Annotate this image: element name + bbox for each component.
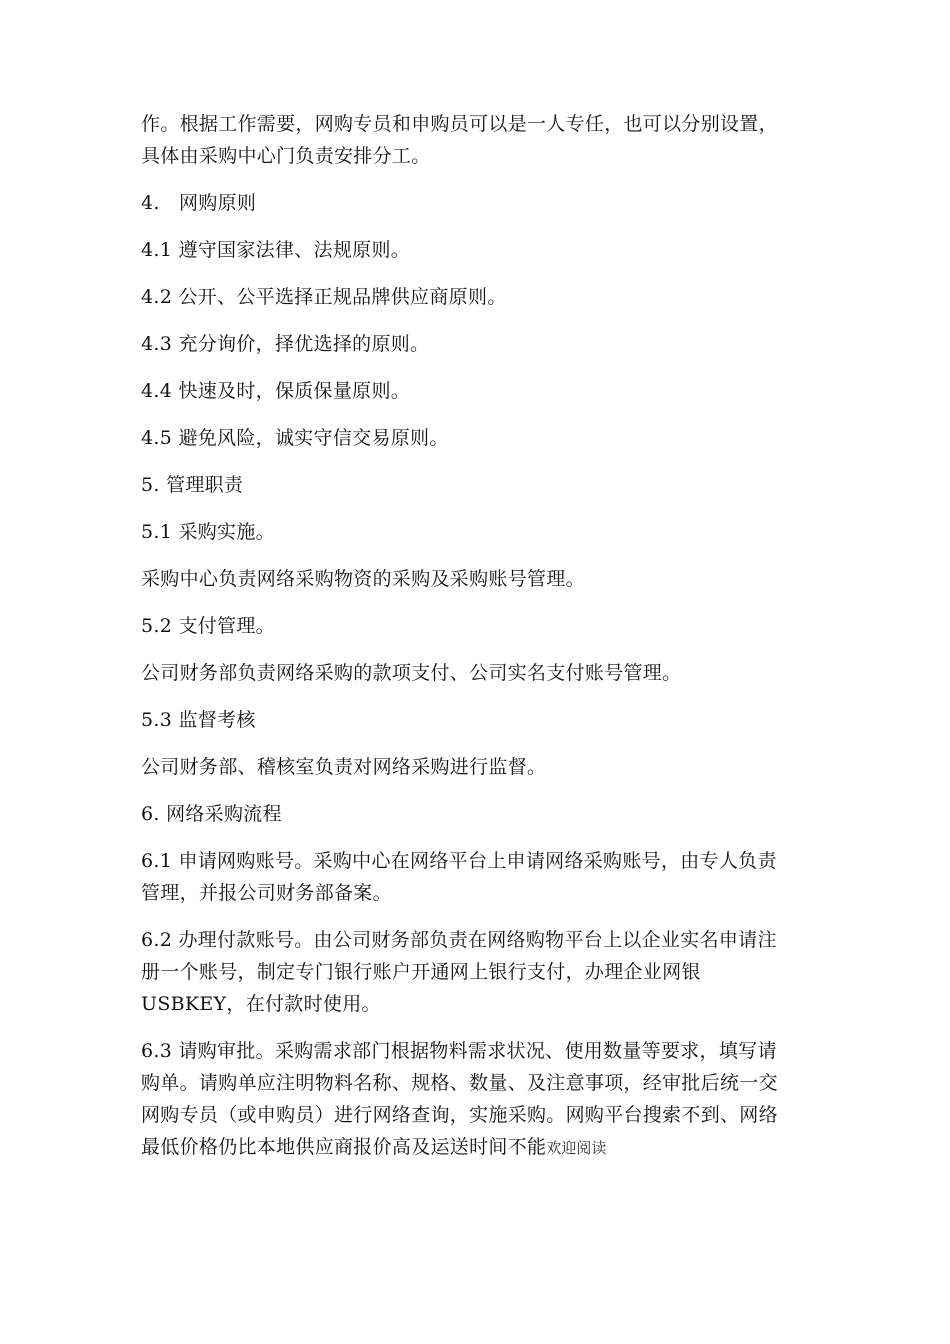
text-line: 6. 网络采购流程 xyxy=(141,803,282,825)
item-6-1 xyxy=(141,845,821,909)
heading-section-4 xyxy=(141,187,821,219)
text-line: 5.1 采购实施。 xyxy=(141,521,275,543)
item-5-3-detail xyxy=(141,751,821,783)
text-line: 作。根据工作需要，网购专员和申购员可以是一人专任，也可以分别设置， xyxy=(141,113,778,135)
text-line: 公司财务部负责网络采购的款项支付、公司实名支付账号管理。 xyxy=(141,662,682,684)
text-line: 具体由采购中心门负责安排分工。 xyxy=(141,145,431,167)
text-line: 网购专员（或申购员）进行网络查询，实施采购。网购平台搜索不到、网络 xyxy=(141,1104,778,1126)
text-line: 采购中心负责网络采购物资的采购及采购账号管理。 xyxy=(141,568,585,590)
text-line: 购单。请购单应注明物料名称、规格、数量、及注意事项，经审批后统一交 xyxy=(141,1072,778,1094)
item-4-3 xyxy=(141,328,821,360)
text-line: 4. 网购原则 xyxy=(141,192,257,214)
text-line: 5. 管理职责 xyxy=(141,474,244,496)
text-line: 6.2 办理付款账号。由公司财务部负责在网络购物平台上以企业实名申请注 xyxy=(141,929,777,951)
text-line-last xyxy=(141,1131,821,1164)
text-line: 4.4 快速及时，保质保量原则。 xyxy=(141,380,411,402)
heading-section-5 xyxy=(141,469,821,501)
text-line: 4.1 遵守国家法律、法规原则。 xyxy=(141,239,411,261)
item-4-2 xyxy=(141,281,821,313)
text-line: 5.2 支付管理。 xyxy=(141,615,275,637)
text-line-body: 最低价格仍比本地供应商报价高及运送时间不能 xyxy=(141,1136,547,1158)
text-line: 5.3 监督考核 xyxy=(141,709,256,731)
document-body xyxy=(141,108,821,1179)
text-line: 4.5 避免风险，诚实守信交易原则。 xyxy=(141,427,449,449)
item-5-1 xyxy=(141,516,821,548)
item-6-2 xyxy=(141,924,821,1020)
item-5-2 xyxy=(141,610,821,642)
item-4-1 xyxy=(141,234,821,266)
item-5-2-detail xyxy=(141,657,821,689)
text-line: USBKEY，在付款时使用。 xyxy=(141,993,381,1015)
text-line: 4.3 充分询价，择优选择的原则。 xyxy=(141,333,430,355)
heading-section-6 xyxy=(141,798,821,830)
text-line: 公司财务部、稽核室负责对网络采购进行监督。 xyxy=(141,756,547,778)
text-line: 管理，并报公司财务部备案。 xyxy=(141,882,392,904)
welcome-read-tail: 欢迎阅读 xyxy=(546,1139,607,1157)
item-5-3 xyxy=(141,704,821,736)
paragraph-work-assignment xyxy=(141,108,821,172)
text-line: 4.2 公开、公平选择正规品牌供应商原则。 xyxy=(141,286,507,308)
item-4-5 xyxy=(141,422,821,454)
item-5-1-detail xyxy=(141,563,821,595)
item-6-3 xyxy=(141,1035,821,1164)
text-line: 册一个账号，制定专门银行账户开通网上银行支付，办理企业网银 xyxy=(141,961,701,983)
text-line: 6.3 请购审批。采购需求部门根据物料需求状况、使用数量等要求，填写请 xyxy=(141,1040,777,1062)
item-4-4 xyxy=(141,375,821,407)
text-line: 6.1 申请网购账号。采购中心在网络平台上申请网络采购账号，由专人负责 xyxy=(141,850,777,872)
